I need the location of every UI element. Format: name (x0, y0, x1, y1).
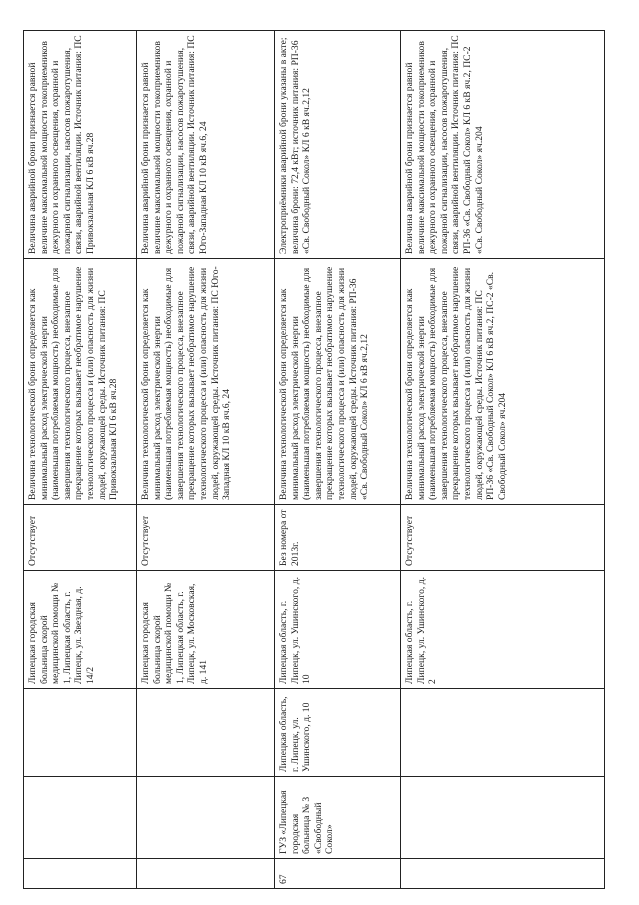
org-address-cell (137, 689, 275, 777)
armor-table (23, 30, 605, 889)
tech-armor-cell: Величина технологической брони определяется как минимальный расход электрической энергии (наименьшая потребляемая мощность) необходимые для завершения технологического процесса, внезапное прекращение которых вызывает необратимое нарушение технологического процесса и (или) опасность для жизни людей, окружающей среды. Источник питания: ПС РП-36 «Св. Свободный Сокол» КЛ 6 кВ яч.2, ПС-2 «Св. Свободный Сокол» яч.204 (401, 259, 605, 505)
tech-armor-cell: Величина технологической брони определяется как минимальный расход электрической энергии (наименьшая потребляемая мощность) необходимые для завершения технологического процесса, внезапное прекращение которых вызывает необратимое нарушение технологического процесса и (или) опасность для жизни людей, окружающей среды. Источник питания: РП-36 «Св. Свободный Сокол» КЛ 6 кВ яч.2,12 (275, 259, 401, 505)
row-number (137, 859, 275, 889)
act-cell: Отсутствует (24, 505, 137, 571)
org-address-cell (24, 689, 137, 777)
organization-cell (24, 777, 137, 859)
rotated-page (23, 31, 604, 889)
emergency-armor-cell: Величина аварийной брони признается равной величине максимальной мощности токоприемников дежурного и охранного освещения, охранной и пожарной сигнализации, насосов пожаротушения, связи, аварийной вентиляции. Источник питания: ПС РП-36 «Св. Свободный Сокол» КЛ 6 кВ яч.2, ПС-2 «Св. Свободный Сокол» яч.204 (401, 31, 605, 259)
act-cell: Отсутствует (401, 505, 605, 571)
table-row (24, 31, 137, 889)
tech-armor-cell: Величина технологической брони определяется как минимальный расход электрической энергии (наименьшая потребляемая мощность) необходимые для завершения технологического процесса, внезапное прекращение которых вызывает необратимое нарушение технологического процесса и (или) опасность для жизни людей, окружающей среды. Источник питания: ПС Юго-Западная КЛ 10 кВ яч.6, 24 (137, 259, 275, 505)
object-cell: Липецкая область, г. Липецк, ул. Ушинского, д. 2 (401, 571, 605, 689)
table-row (401, 31, 605, 889)
table-row (137, 31, 275, 889)
emergency-armor-cell: Электроприёмники аварийной брони указаны в акте; величина брони: 72,4 кВт; источник питания: РП-36 «Св. Свободный Сокол» КЛ 6 кВ яч.2,12 (275, 31, 401, 259)
tech-armor-cell: Величина технологической брони определяется как минимальный расход электрической энергии (наименьшая потребляемая мощность) необходимые для завершения технологического процесса, внезапное прекращение которых вызывает необратимое нарушение технологического процесса и (или) опасность для жизни людей, окружающей среды. Источник питания: ПС Привокзальная КЛ 6 кВ яч.28 (24, 259, 137, 505)
row-number (401, 859, 605, 889)
emergency-armor-cell: Величина аварийной брони признается равной величине максимальной мощности токоприемников дежурного и охранного освещения, охранной и пожарной сигнализации, насосов пожаротушения, связи, аварийной вентиляции. Источник питания: ПС Привокзальная КЛ 6 кВ яч.28 (24, 31, 137, 259)
org-address-cell (401, 689, 605, 777)
object-cell: Липецкая городская больница скорой медицинской помощи № 1, Липецкая область, г. Липецк, ул. Звездная, д. 14/2 (24, 571, 137, 689)
object-cell: Липецкая городская больница скорой медицинской помощи № 1, Липецкая область, г. Липецк, ул. Московская, д. 141 (137, 571, 275, 689)
org-address-cell: Липецкая область, г. Липецк, ул. Ушинского, д. 10 (275, 689, 401, 777)
act-cell: Отсутствует (137, 505, 275, 571)
row-number: 67 (275, 859, 401, 889)
organization-cell (137, 777, 275, 859)
organization-cell: ГУЗ «Липецкая городская больница № 3 «Свободный Сокол» (275, 777, 401, 859)
act-cell: Без номера от 2013г. (275, 505, 401, 571)
organization-cell (401, 777, 605, 859)
object-cell: Липецкая область, г. Липецк, ул. Ушинского, д. 10 (275, 571, 401, 689)
row-number (24, 859, 137, 889)
table-row (275, 31, 401, 889)
emergency-armor-cell: Величина аварийной брони признается равной величине максимальной мощности токоприемников дежурного и охранного освещения, охранной и пожарной сигнализации, насосов пожаротушения, связи, аварийной вентиляции. Источник питания: ПС Юго-Западная КЛ 10 кВ яч.6, 24 (137, 31, 275, 259)
